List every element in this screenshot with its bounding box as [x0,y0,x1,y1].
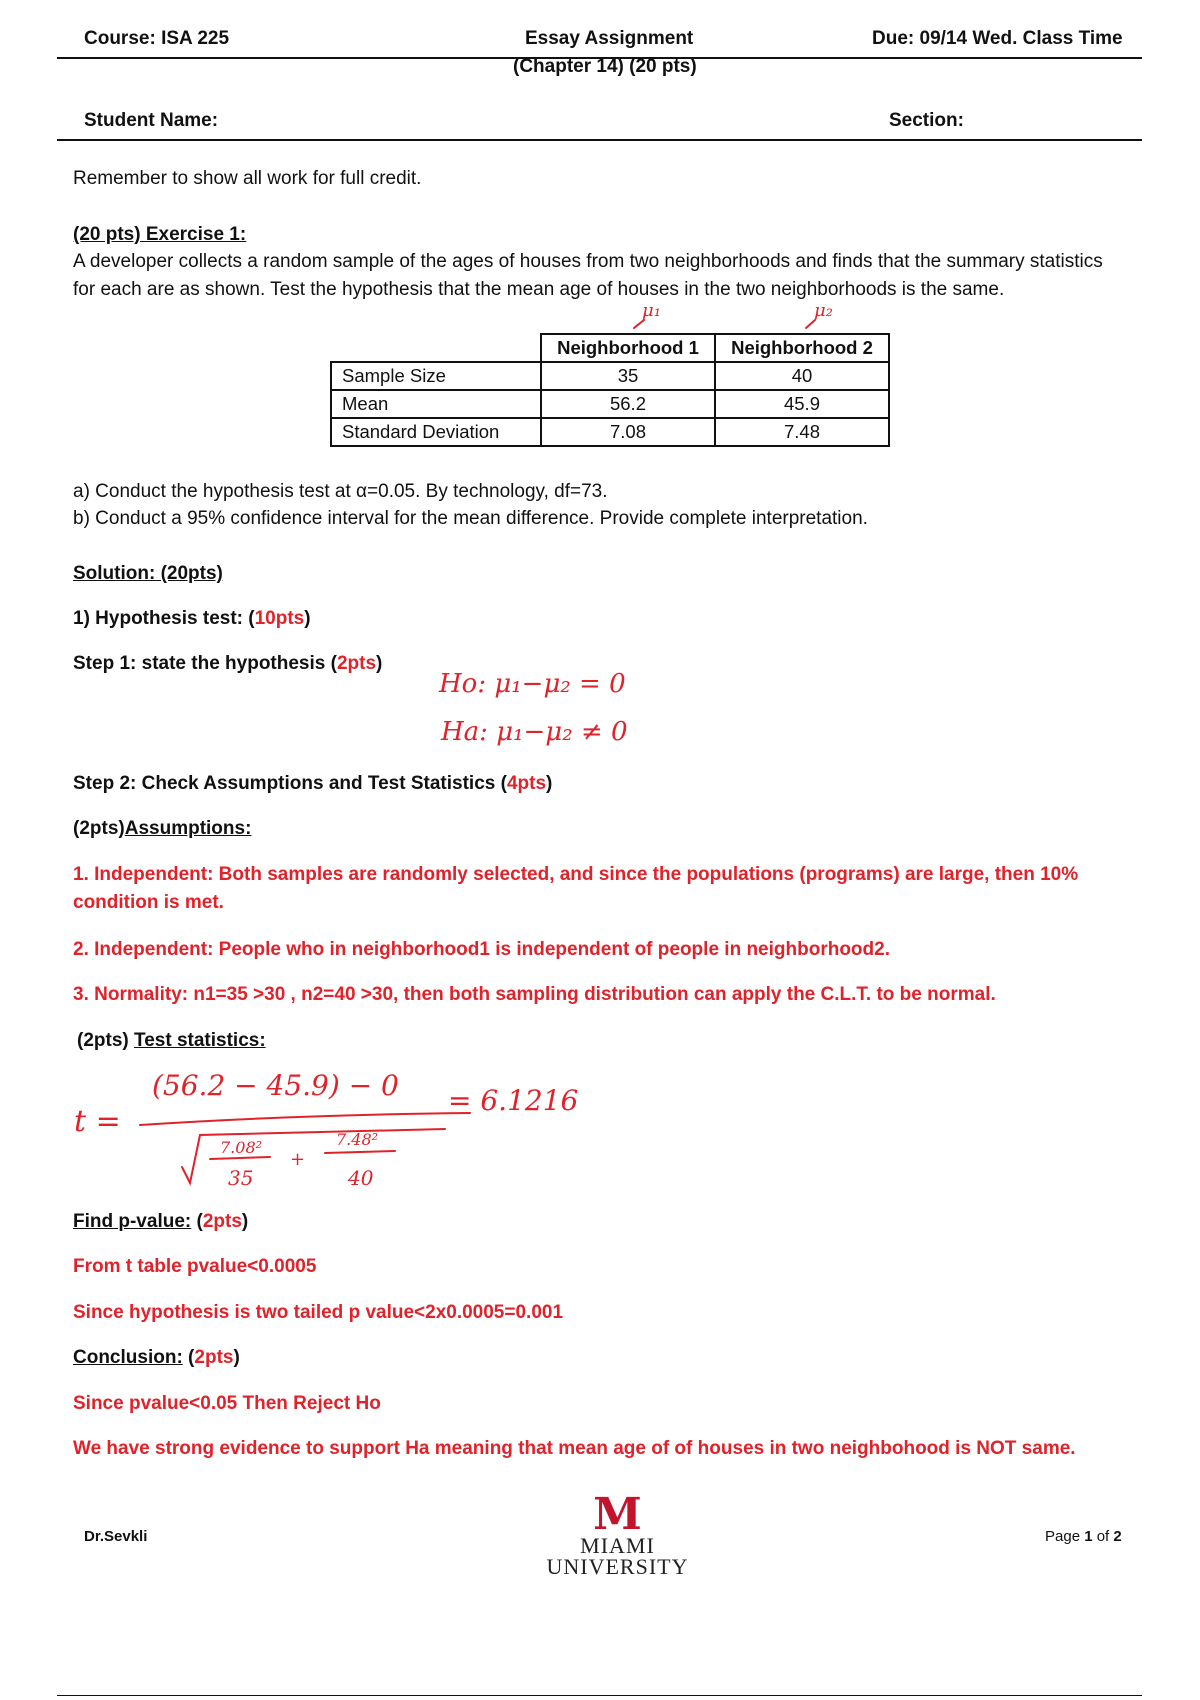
handwritten-mu1-annotation [630,298,690,338]
conclusion-heading: Conclusion: (2pts) [73,1347,240,1368]
solution-title: Solution: (20pts) [73,563,223,584]
cell-value: 7.08 [541,418,715,446]
step2-points: 4pts [506,773,547,794]
handwritten-frac2-den: 40 [348,1166,374,1190]
step2-label: Step 2: Check Assumptions and Test Statistics ( [73,773,507,794]
table-row [331,390,889,418]
page-number [1045,1528,1122,1545]
hypothesis-test-points: 10pts [254,608,305,629]
test-statistics-heading [77,1027,266,1055]
logo-m-icon: M [593,1489,642,1540]
hypothesis-test-heading: 1) Hypothesis test: (10pts) [73,608,311,629]
handwritten-ha: Ha: μ₁−μ₂ ≠ 0 [441,717,628,747]
assumption-2: 2. Independent: People who in neighborhood1 is independent of people in neighborhood2. [73,939,890,960]
handwritten-result: = 6.1216 [448,1084,579,1117]
handwritten-hypotheses [435,660,665,760]
handwritten-frac1-num: 7.08² [220,1138,263,1157]
handwritten-frac2-num: 7.48² [336,1130,379,1149]
summary-table [330,333,890,447]
row-label: Standard Deviation [331,418,541,446]
name-rule [57,139,1142,141]
assumption-3: 3. Normality: n1=35 >30 , n2=40 >30, then both sampling distribution can apply the C.L.T. to be normal. [73,984,996,1005]
logo-line-1: MIAMI [580,1533,655,1558]
assumptions-heading [73,815,251,843]
table-row [331,362,889,390]
frac2-bar [325,1151,395,1153]
student-name-label: Student Name: [84,110,219,131]
handwritten-t-statistic [70,1055,590,1205]
column-header-neighborhood-2: Neighborhood 2 [715,334,889,362]
intro-text: Remember to show all work for full credit. [73,168,422,189]
page-current: 1 [1084,1528,1093,1545]
page-total: 2 [1113,1528,1122,1545]
part-a: a) Conduct the hypothesis test at α=0.05. By technology, df=73. [73,481,608,502]
assumptions-points: (2pts) [73,818,125,839]
pvalue-line-1: From t table pvalue<0.0005 [73,1256,317,1277]
cell-value: 45.9 [715,390,889,418]
handwritten-mu2: μ₂ [814,300,833,321]
step1-heading: Step 1: state the hypothesis (2pts) [73,653,383,674]
step1-points: 2pts [336,653,377,674]
assignment-title: Essay Assignment [525,28,694,49]
page-prefix: Page [1045,1528,1085,1545]
handwritten-mu1: μ₁ [642,300,661,321]
handwritten-arrow [634,320,644,328]
logo-line-2: UNIVERSITY [546,1554,689,1579]
exercise-body: A developer collects a random sample of the ages of houses from two neighborhoods and finds that the summary statistics for each are as shown. Test the hypothesis that the mean age of houses in the two neighborhoods is the same. [73,251,1103,300]
fraction-bar [140,1113,470,1125]
handwritten-plus: + [290,1149,306,1170]
frac1-bar [210,1157,270,1159]
cell-value: 7.48 [715,418,889,446]
footer-author: Dr.Sevkli [84,1528,148,1545]
page-of: of [1092,1528,1114,1545]
miami-university-logo [540,1489,695,1579]
step1-label: Step 1: state the hypothesis ( [73,653,337,674]
pvalue-heading: Find p-value: (2pts) [73,1211,249,1232]
due-date: Due: 09/14 Wed. Class Time [872,28,1123,49]
cell-value: 56.2 [541,390,715,418]
column-header-neighborhood-1: Neighborhood 1 [541,334,715,362]
conclusion-line-2: We have strong evidence to support Ha meaning that mean age of of houses in two neighbohood is NOT same. [73,1438,1076,1459]
handwritten-t: t = [74,1104,121,1139]
cell-value: 40 [715,362,889,390]
bottom-rule [57,1695,1142,1696]
conclusion-line-1: Since pvalue<0.05 Then Reject Ho [73,1393,381,1414]
handwritten-arrow [806,320,815,328]
table-corner [331,334,541,362]
handwritten-numerator: (56.2 − 45.9) − 0 [152,1069,399,1102]
assumption-1: 1. Independent: Both samples are randomly selected, and since the populations (programs) are large, then 10% condition is met. [73,864,1079,913]
step2-heading: Step 2: Check Assumptions and Test Statistics (4pts) [73,773,553,794]
handwritten-mu2-annotation [800,298,860,338]
cell-value: 35 [541,362,715,390]
pvalue-points: 2pts [202,1211,242,1232]
test-statistics-points: (2pts) [77,1030,129,1051]
handwritten-ho: Ho: μ₁−μ₂ = 0 [439,669,626,699]
section-label: Section: [889,110,964,131]
part-b: b) Conduct a 95% confidence interval for the mean difference. Provide complete interpretation. [73,508,868,529]
course-label: Course: ISA 225 [84,28,230,49]
sqrt-sign [182,1129,445,1183]
test-statistics-label: Test statistics: [134,1030,266,1051]
table-row [331,418,889,446]
handwritten-frac1-den: 35 [228,1166,254,1190]
hypothesis-test-label: 1) Hypothesis test: ( [73,608,255,629]
row-label: Mean [331,390,541,418]
table-header-row [331,334,889,362]
exercise-title: (20 pts) Exercise 1: [73,224,247,245]
conclusion-points: 2pts [194,1347,234,1368]
chapter-label: (Chapter 14) (20 pts) [513,56,697,77]
pvalue-label: Find p-value: [73,1211,192,1232]
pvalue-line-2: Since hypothesis is two tailed p value<2x0.0005=0.001 [73,1302,564,1323]
row-label: Sample Size [331,362,541,390]
conclusion-label: Conclusion: [73,1347,183,1368]
assumptions-label: Assumptions: [124,818,252,839]
